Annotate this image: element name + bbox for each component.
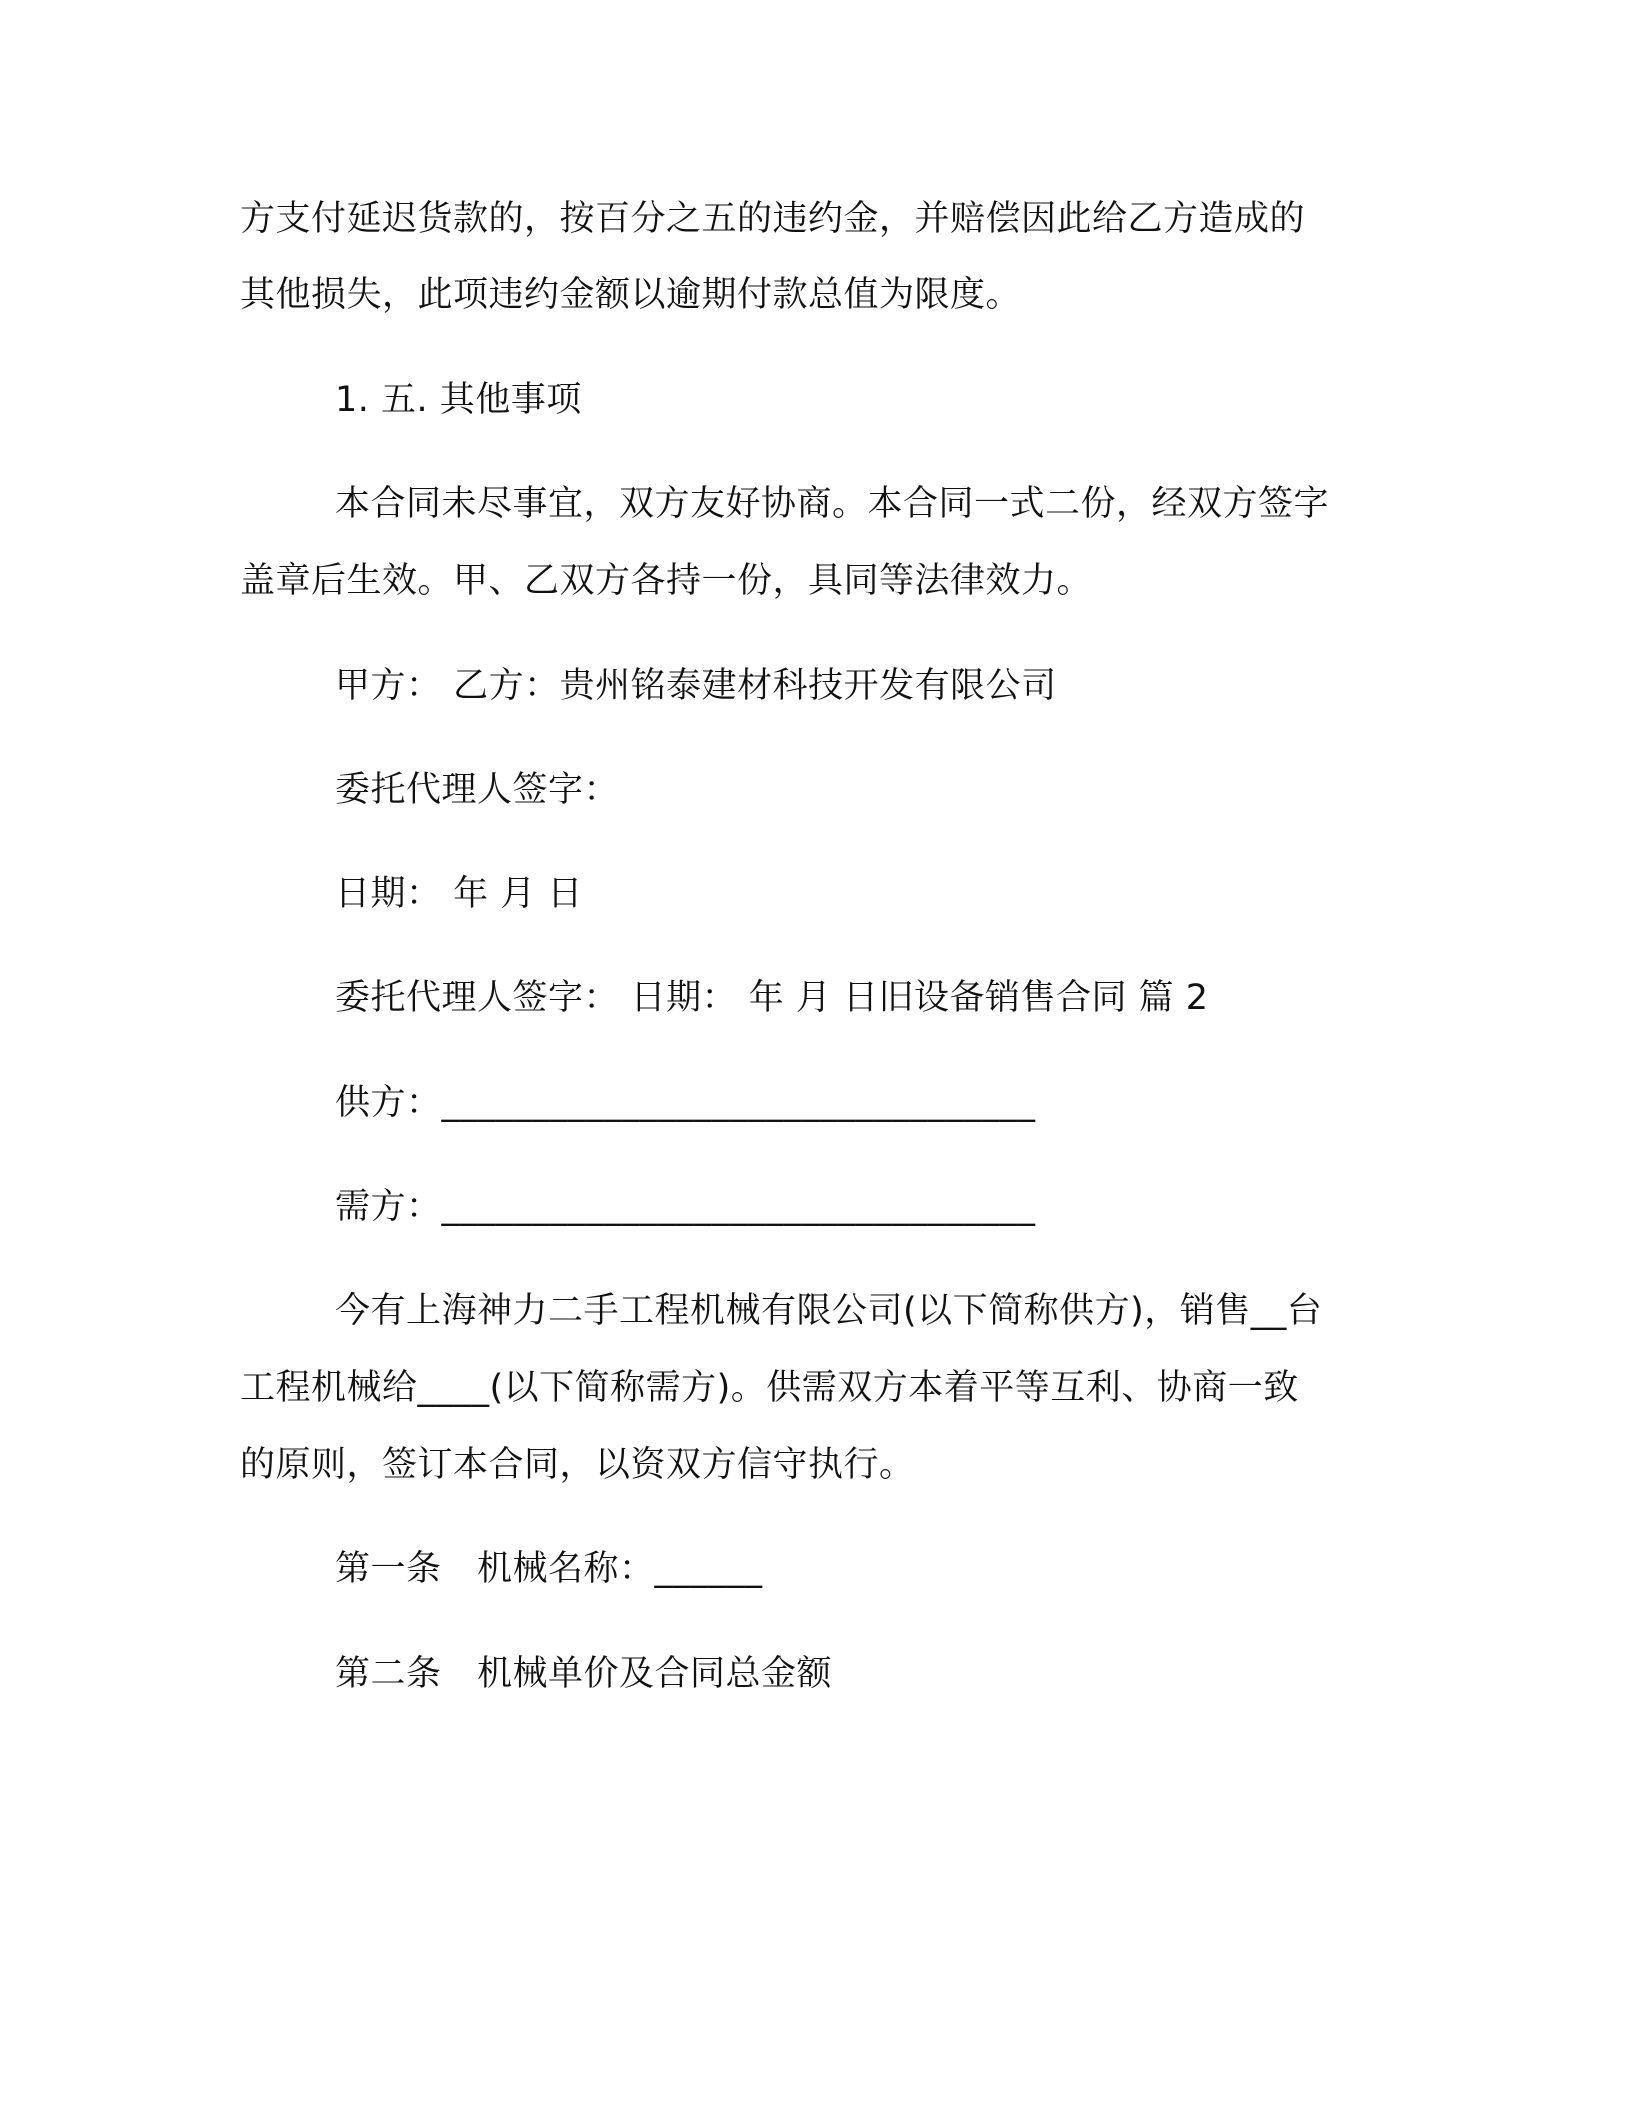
paragraph-penalty-line-1: 方支付延迟货款的，按百分之五的违约金，并赔偿因此给乙方造成的 xyxy=(240,199,1306,239)
paragraph-terms-line-1: 本合同未尽事宜，双方友好协商。本合同一式二份，经双方签字 xyxy=(335,484,1330,524)
paragraph-intro-line-2: 工程机械给____(以下简称需方)。供需双方本着平等互利、协商一致 xyxy=(240,1368,1299,1408)
party-line: 甲方： 乙方：贵州铭泰建材科技开发有限公司 xyxy=(335,666,1057,706)
section-heading-other-matters: 1. 五. 其他事项 xyxy=(335,380,582,420)
paragraph-penalty-line-2: 其他损失，此项违约金额以逾期付款总值为限度。 xyxy=(240,275,1022,315)
supplier-line: 供方：_________________________________ xyxy=(335,1083,1036,1123)
article-2-line: 第二条 机械单价及合同总金额 xyxy=(335,1654,833,1694)
paragraph-terms-line-2: 盖章后生效。甲、乙双方各持一份，具同等法律效力。 xyxy=(240,561,1093,601)
agent-signature-line: 委托代理人签字： xyxy=(335,770,620,810)
date-line: 日期： 年 月 日 xyxy=(335,874,583,914)
buyer-line: 需方：_________________________________ xyxy=(335,1187,1036,1227)
paragraph-intro-line-1: 今有上海神力二手工程机械有限公司(以下简称供方)，销售__台 xyxy=(335,1291,1323,1331)
paragraph-intro-line-3: 的原则，签订本合同，以资双方信守执行。 xyxy=(240,1445,915,1485)
agent-date-title-line: 委托代理人签字： 日期： 年 月 日旧设备销售合同 篇 2 xyxy=(335,978,1209,1018)
article-1-line: 第一条 机械名称：______ xyxy=(335,1549,763,1589)
